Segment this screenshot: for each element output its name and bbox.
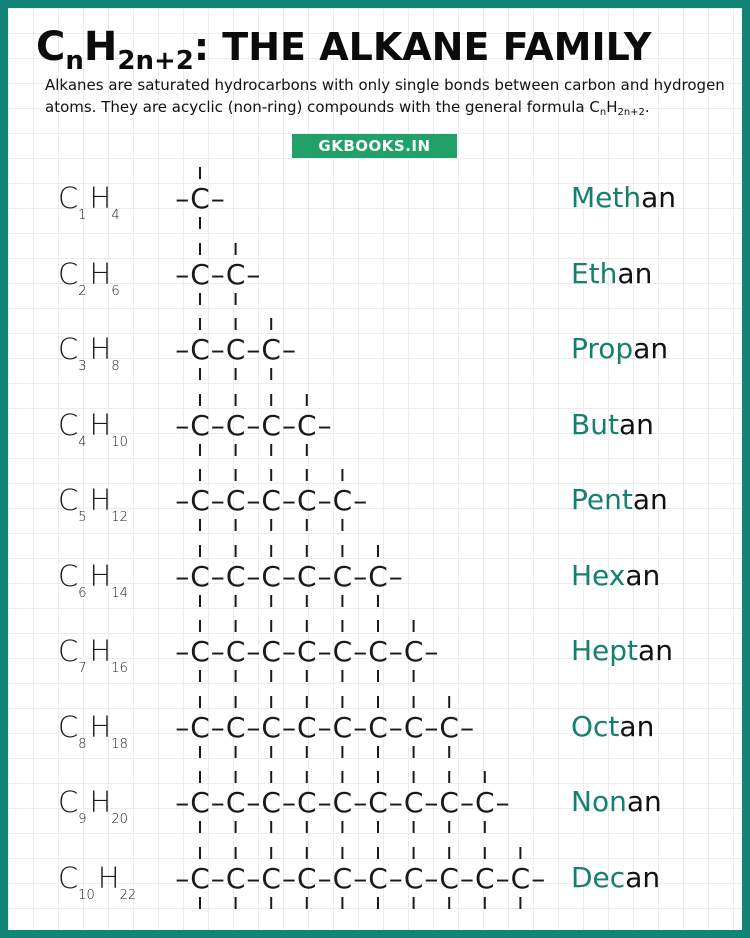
formula-carbon-count: 1 bbox=[78, 208, 87, 223]
intro-end: . bbox=[644, 98, 650, 116]
carbon-atom: C bbox=[510, 861, 531, 895]
carbon-atom: C bbox=[332, 559, 353, 593]
alkane-name bbox=[571, 175, 676, 221]
molecular-formula bbox=[58, 477, 128, 523]
carbon-atom: C bbox=[190, 710, 210, 744]
formula-carbon-symbol: C bbox=[58, 860, 79, 895]
molecular-formula bbox=[58, 779, 128, 825]
alkane-name-stem: Oct bbox=[571, 709, 620, 743]
bond-dash: – bbox=[175, 182, 190, 215]
carbon-atom: C bbox=[368, 559, 388, 593]
bond-dash: – bbox=[210, 408, 225, 442]
carbon-atom: C bbox=[261, 635, 281, 668]
carbon-atom: C bbox=[225, 710, 246, 744]
formula-hydrogen-symbol: H bbox=[89, 407, 112, 442]
formula-hydrogen-count: 14 bbox=[111, 585, 128, 601]
bond-dash: – bbox=[531, 861, 546, 895]
formula-carbon-count: 4 bbox=[78, 434, 87, 450]
alkane-row bbox=[8, 312, 742, 386]
bond-dash: – bbox=[282, 861, 296, 895]
alkane-name bbox=[571, 855, 660, 901]
formula-carbon-count: 3 bbox=[78, 359, 87, 374]
formula-hydrogen-count: 16 bbox=[111, 661, 128, 676]
bond-dash: – bbox=[424, 786, 439, 819]
bond-dash: – bbox=[317, 484, 332, 517]
carbon-atom: C bbox=[297, 710, 317, 744]
carbon-atom: C bbox=[439, 710, 459, 744]
carbon-atom: C bbox=[225, 861, 246, 895]
carbon-atom: C bbox=[190, 333, 210, 366]
title-text: THE ALKANE FAMILY bbox=[222, 25, 652, 69]
carbon-atom: C bbox=[225, 257, 246, 291]
bond-dash: – bbox=[460, 710, 474, 744]
formula-hydrogen-symbol: H bbox=[89, 181, 112, 215]
molecular-formula bbox=[58, 553, 128, 599]
carbon-atom: C bbox=[439, 861, 459, 895]
carbon-atom: C bbox=[261, 710, 281, 744]
carbon-atom: C bbox=[368, 786, 388, 819]
bond-dash: – bbox=[353, 861, 368, 895]
bond-dash: – bbox=[175, 257, 190, 291]
molecular-formula bbox=[58, 704, 128, 750]
carbon-atom: C bbox=[297, 559, 317, 593]
carbon-atom: C bbox=[225, 484, 246, 517]
alkane-name-stem: Meth bbox=[571, 181, 642, 214]
carbon-atom: C bbox=[261, 408, 281, 442]
formula-carbon-symbol: C bbox=[58, 332, 79, 366]
bond-dash: – bbox=[460, 861, 474, 895]
carbon-atom: C bbox=[368, 710, 388, 744]
alkane-name bbox=[571, 402, 654, 448]
structural-chain bbox=[166, 614, 454, 688]
title-formula-c: C bbox=[36, 24, 66, 70]
bond-dash: – bbox=[175, 635, 190, 668]
bond-dash: – bbox=[388, 861, 403, 895]
formula-carbon-count: 6 bbox=[78, 585, 87, 601]
alkane-row bbox=[8, 237, 742, 311]
structural-chain bbox=[166, 463, 382, 537]
carbon-atom: C bbox=[261, 484, 281, 517]
alkane-name-stem: Hept bbox=[571, 634, 639, 667]
carbon-atom: C bbox=[332, 786, 353, 819]
intro-formula-n: n bbox=[599, 107, 607, 118]
bond-dash: – bbox=[210, 559, 225, 593]
bond-dash: – bbox=[388, 710, 403, 744]
molecular-formula bbox=[58, 175, 120, 221]
formula-hydrogen-symbol: H bbox=[89, 256, 112, 291]
bond-dash: – bbox=[246, 408, 261, 442]
carbon-atom: C bbox=[190, 786, 210, 819]
bond-dash: – bbox=[388, 786, 403, 819]
formula-carbon-count: 10 bbox=[78, 887, 95, 903]
title-formula-sub-expr: 2n+2 bbox=[117, 46, 194, 76]
molecular-formula bbox=[58, 628, 128, 674]
intro-text: Alkanes are saturated hydrocarbons with only single bonds between carbon and hydrogen atoms. They are acyclic (non-ring) compounds with the general formula bbox=[45, 76, 725, 116]
chain-diagram bbox=[166, 388, 347, 462]
bond-dash: – bbox=[175, 861, 190, 895]
bond-dash: – bbox=[282, 333, 296, 366]
carbon-atom: C bbox=[225, 333, 246, 366]
bond-dash: – bbox=[282, 559, 296, 593]
carbon-atom: C bbox=[190, 635, 210, 668]
bond-dash: – bbox=[353, 786, 368, 819]
structural-chain bbox=[166, 161, 240, 235]
alkane-name-stem: Non bbox=[571, 785, 627, 818]
bond-dash: – bbox=[317, 861, 332, 895]
carbon-atom: C bbox=[439, 786, 459, 819]
carbon-atom: C bbox=[332, 635, 353, 668]
alkane-name-suffix: an bbox=[619, 709, 655, 743]
carbon-atom: C bbox=[225, 408, 246, 442]
carbon-atom: C bbox=[190, 408, 210, 442]
carbon-atom: C bbox=[225, 786, 246, 819]
bond-dash: – bbox=[317, 635, 332, 668]
formula-hydrogen-symbol: H bbox=[89, 332, 112, 366]
carbon-atom: C bbox=[297, 408, 317, 442]
bond-dash: – bbox=[210, 710, 225, 744]
formula-hydrogen-symbol: H bbox=[89, 483, 112, 517]
structural-chain bbox=[166, 539, 418, 613]
bond-dash: – bbox=[388, 559, 403, 593]
molecular-formula bbox=[58, 326, 120, 372]
bond-dash: – bbox=[495, 861, 510, 895]
alkane-name-suffix: an bbox=[625, 860, 661, 894]
chain-diagram bbox=[166, 161, 240, 235]
bond-dash: – bbox=[175, 333, 190, 366]
formula-carbon-symbol: C bbox=[58, 181, 79, 215]
formula-carbon-symbol: C bbox=[58, 709, 79, 744]
carbon-atom: C bbox=[297, 786, 317, 819]
alkane-list bbox=[8, 8, 742, 930]
bond-dash: – bbox=[175, 710, 190, 744]
alkane-row bbox=[8, 614, 742, 688]
bond-dash: – bbox=[246, 635, 261, 668]
formula-hydrogen-count: 12 bbox=[111, 510, 128, 525]
carbon-atom: C bbox=[403, 861, 424, 895]
bond-dash: – bbox=[282, 710, 296, 744]
molecular-formula bbox=[58, 855, 136, 901]
molecular-formula bbox=[58, 402, 128, 448]
carbon-atom: C bbox=[297, 635, 317, 668]
bond-dash: – bbox=[175, 786, 190, 819]
bond-dash: – bbox=[353, 484, 368, 517]
bond-dash: – bbox=[246, 333, 261, 366]
bond-dash: – bbox=[317, 786, 332, 819]
formula-carbon-symbol: C bbox=[58, 558, 79, 593]
alkane-name-stem: Hex bbox=[571, 558, 626, 592]
bond-dash: – bbox=[246, 257, 261, 291]
chain-diagram bbox=[166, 463, 382, 537]
bond-dash: – bbox=[282, 786, 296, 819]
alkane-name-suffix: an bbox=[633, 332, 669, 365]
bond-dash: – bbox=[175, 559, 190, 593]
formula-hydrogen-count: 6 bbox=[111, 283, 120, 299]
alkane-row bbox=[8, 161, 742, 235]
formula-carbon-symbol: C bbox=[58, 407, 79, 442]
formula-carbon-symbol: C bbox=[58, 256, 79, 291]
alkane-name bbox=[571, 779, 662, 825]
bond-dash: – bbox=[246, 559, 261, 593]
title-formula-h: H bbox=[83, 24, 118, 70]
chain-diagram bbox=[166, 312, 311, 386]
chain-diagram bbox=[166, 841, 560, 915]
carbon-atom: C bbox=[332, 710, 353, 744]
formula-carbon-count: 9 bbox=[78, 812, 87, 827]
brand-label: GKBOOKS.IN bbox=[318, 137, 431, 155]
bond-dash: – bbox=[210, 786, 225, 819]
bond-dash: – bbox=[460, 786, 474, 819]
bond-dash: – bbox=[210, 333, 225, 366]
alkane-name-stem: But bbox=[571, 407, 619, 441]
formula-carbon-symbol: C bbox=[58, 634, 79, 668]
carbon-atom: C bbox=[261, 333, 281, 366]
bond-dash: – bbox=[210, 635, 225, 668]
alkane-name bbox=[571, 251, 652, 297]
bond-dash: – bbox=[210, 861, 225, 895]
chain-diagram bbox=[166, 690, 489, 764]
intro-formula-c: C bbox=[589, 98, 600, 116]
alkane-name-stem: Prop bbox=[571, 332, 634, 365]
chain-diagram bbox=[166, 614, 454, 688]
carbon-atom: C bbox=[261, 861, 281, 895]
formula-hydrogen-count: 4 bbox=[111, 208, 120, 223]
worksheet bbox=[8, 8, 742, 930]
carbon-atom: C bbox=[190, 484, 210, 517]
bond-dash: – bbox=[424, 861, 439, 895]
bond-dash: – bbox=[246, 861, 261, 895]
alkane-name bbox=[571, 628, 673, 674]
alkane-row bbox=[8, 463, 742, 537]
formula-carbon-count: 7 bbox=[78, 661, 87, 676]
alkane-name-suffix: an bbox=[632, 483, 668, 516]
formula-hydrogen-symbol: H bbox=[89, 709, 112, 744]
bond-dash: – bbox=[246, 484, 261, 517]
carbon-atom: C bbox=[332, 484, 353, 517]
molecular-formula bbox=[58, 251, 120, 297]
carbon-atom: C bbox=[190, 861, 210, 895]
carbon-atom: C bbox=[475, 861, 495, 895]
alkane-name bbox=[571, 326, 668, 372]
bond-dash: – bbox=[317, 408, 332, 442]
bond-dash: – bbox=[424, 710, 439, 744]
bond-dash: – bbox=[388, 635, 403, 668]
formula-hydrogen-symbol: H bbox=[89, 558, 112, 593]
alkane-name-stem: Pent bbox=[571, 483, 633, 516]
alkane-row bbox=[8, 765, 742, 839]
carbon-atom: C bbox=[403, 710, 424, 744]
formula-carbon-count: 8 bbox=[78, 736, 87, 752]
bond-dash: – bbox=[424, 635, 439, 668]
bond-dash: – bbox=[282, 635, 296, 668]
carbon-atom: C bbox=[190, 559, 210, 593]
title-formula-sub-n: n bbox=[65, 46, 84, 76]
alkane-name bbox=[571, 553, 660, 599]
bond-dash: – bbox=[246, 710, 261, 744]
structural-chain bbox=[166, 765, 525, 839]
carbon-atom: C bbox=[225, 559, 246, 593]
bond-dash: – bbox=[175, 484, 190, 517]
carbon-atom: C bbox=[190, 182, 210, 215]
structural-chain bbox=[166, 841, 560, 915]
bond-dash: – bbox=[246, 786, 261, 819]
alkane-row bbox=[8, 841, 742, 915]
alkane-row bbox=[8, 539, 742, 613]
alkane-name-suffix: an bbox=[638, 634, 673, 667]
carbon-atom: C bbox=[297, 861, 317, 895]
formula-hydrogen-symbol: H bbox=[89, 785, 112, 819]
carbon-atom: C bbox=[475, 786, 495, 819]
title-colon: : bbox=[193, 25, 210, 69]
formula-carbon-count: 5 bbox=[78, 510, 87, 525]
bond-dash: – bbox=[282, 408, 296, 442]
alkane-name-suffix: an bbox=[641, 181, 677, 214]
carbon-atom: C bbox=[225, 635, 246, 668]
carbon-atom: C bbox=[261, 786, 281, 819]
structural-chain bbox=[166, 388, 347, 462]
alkane-name bbox=[571, 704, 654, 750]
formula-hydrogen-count: 8 bbox=[111, 359, 120, 374]
alkane-name-suffix: an bbox=[626, 785, 662, 818]
alkane-name bbox=[571, 477, 668, 523]
bond-dash: – bbox=[282, 484, 296, 517]
chain-diagram bbox=[166, 765, 525, 839]
structural-chain bbox=[166, 312, 311, 386]
carbon-atom: C bbox=[368, 635, 388, 668]
alkane-name-suffix: an bbox=[617, 256, 653, 290]
alkane-name-suffix: an bbox=[625, 558, 661, 592]
intro-formula-h: H bbox=[606, 98, 618, 116]
intro-formula-sub: 2n+2 bbox=[617, 107, 645, 118]
formula-hydrogen-count: 18 bbox=[111, 736, 128, 752]
chain-diagram bbox=[166, 539, 418, 613]
bond-dash: – bbox=[317, 559, 332, 593]
bond-dash: – bbox=[210, 484, 225, 517]
carbon-atom: C bbox=[261, 559, 281, 593]
alkane-name-stem: Dec bbox=[571, 860, 626, 894]
carbon-atom: C bbox=[332, 861, 353, 895]
bond-dash: – bbox=[210, 182, 225, 215]
formula-hydrogen-count: 22 bbox=[119, 887, 137, 903]
alkane-row bbox=[8, 690, 742, 764]
carbon-atom: C bbox=[403, 635, 424, 668]
bond-dash: – bbox=[210, 257, 225, 291]
alkane-name-stem: Eth bbox=[571, 256, 618, 290]
formula-hydrogen-symbol: H bbox=[89, 634, 112, 668]
carbon-atom: C bbox=[297, 484, 317, 517]
carbon-atom: C bbox=[368, 861, 388, 895]
structural-chain bbox=[166, 237, 276, 311]
formula-carbon-count: 2 bbox=[78, 283, 87, 299]
bond-dash: – bbox=[353, 710, 368, 744]
bond-dash: – bbox=[175, 408, 190, 442]
bond-dash: – bbox=[353, 635, 368, 668]
carbon-atom: C bbox=[190, 257, 210, 291]
bond-dash: – bbox=[353, 559, 368, 593]
chain-diagram bbox=[166, 237, 276, 311]
formula-carbon-symbol: C bbox=[58, 785, 79, 819]
formula-carbon-symbol: C bbox=[58, 483, 79, 517]
carbon-atom: C bbox=[403, 786, 424, 819]
alkane-name-suffix: an bbox=[618, 407, 654, 441]
formula-hydrogen-symbol: H bbox=[97, 860, 120, 895]
formula-hydrogen-count: 20 bbox=[111, 812, 128, 827]
bond-dash: – bbox=[495, 786, 510, 819]
formula-hydrogen-count: 10 bbox=[111, 434, 128, 450]
structural-chain bbox=[166, 690, 489, 764]
alkane-row bbox=[8, 388, 742, 462]
bond-dash: – bbox=[317, 710, 332, 744]
